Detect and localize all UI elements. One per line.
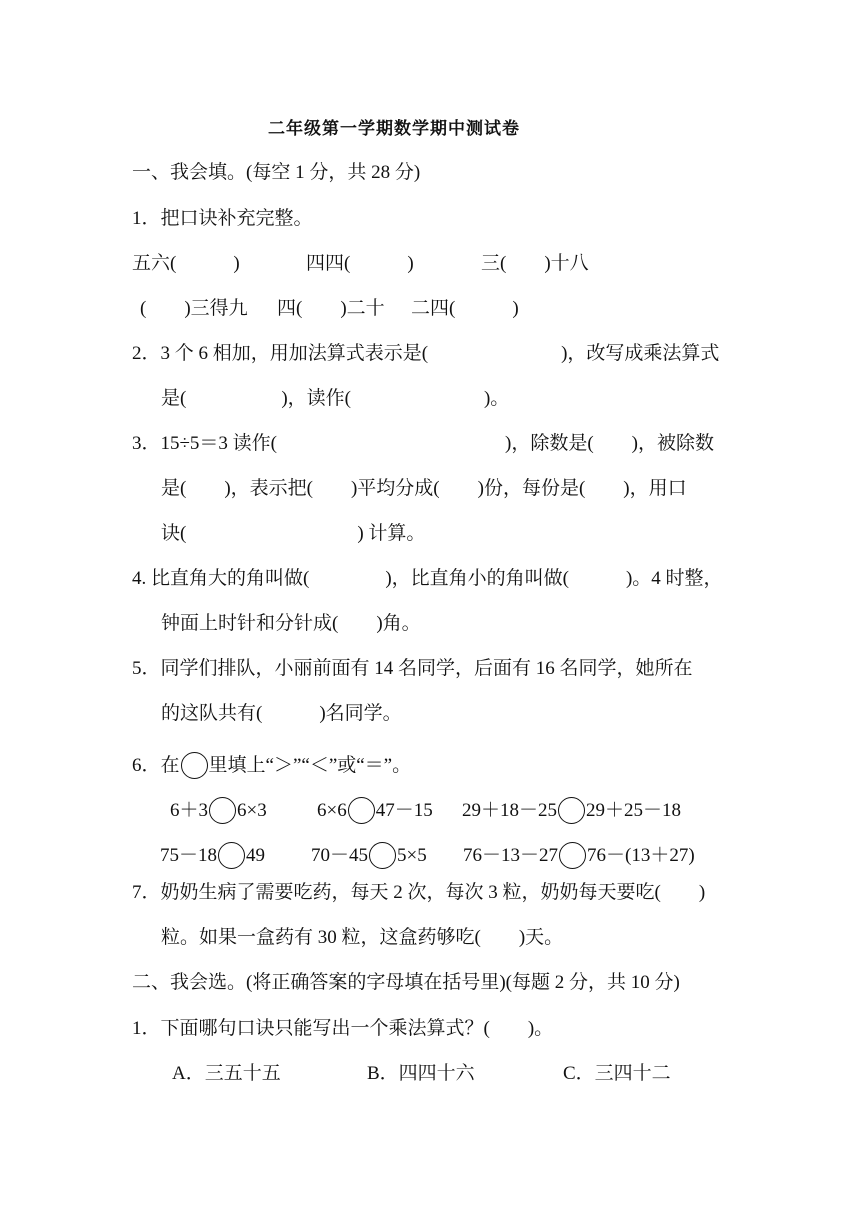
compare-left: 70－45 <box>311 845 369 866</box>
compare-circle-icon[interactable] <box>218 842 245 869</box>
compare-left: 75－18 <box>160 845 218 866</box>
q6-stem-before: 6．在 <box>132 755 180 776</box>
compare-item <box>317 797 433 824</box>
compare-circle-icon[interactable] <box>559 842 586 869</box>
compare-item <box>462 797 681 824</box>
compare-circle-icon[interactable] <box>369 842 396 869</box>
q1-stem: 1．把口诀补充完整。 <box>132 208 313 229</box>
q3-line: 是( )，表示把( )平均分成( )份，每份是( )，用口 <box>161 478 687 499</box>
compare-circle-icon <box>181 752 208 779</box>
page-title: 二年级第一学期数学期中测试卷 <box>268 119 520 138</box>
compare-circle-icon[interactable] <box>348 797 375 824</box>
compare-right: 47－15 <box>375 800 433 821</box>
q4-line: 钟面上时针和分针成( )角。 <box>161 613 421 634</box>
q7-line: 7．奶奶生病了需要吃药，每天 2 次，每次 3 粒，奶奶每天要吃( ) <box>132 882 706 903</box>
section-2-heading: 二、我会选。(将正确答案的字母填在括号里)(每题 2 分，共 10 分) <box>132 972 680 993</box>
choice-option-a[interactable]: A．三五十五 <box>172 1063 281 1084</box>
q3-line: 诀( ) 计算。 <box>161 523 426 544</box>
compare-right: 49 <box>246 845 266 866</box>
q3-line: 3．15÷5＝3 读作( )，除数是( )，被除数 <box>132 433 714 454</box>
compare-item <box>170 797 267 824</box>
q6-stem-after: 里填上“＞”“＜”或“＝”。 <box>208 755 412 776</box>
compare-right: 5×5 <box>397 845 427 866</box>
q1-item: ( )三得九 <box>140 298 248 319</box>
section-1-heading: 一、我会填。(每空 1 分，共 28 分) <box>132 162 421 183</box>
compare-left: 6×6 <box>317 800 347 821</box>
q6-stem <box>132 752 411 779</box>
compare-item <box>160 842 265 869</box>
q5-line: 的这队共有( )名同学。 <box>161 703 402 724</box>
compare-right: 29＋25－18 <box>586 800 682 821</box>
q5-line: 5．同学们排队，小丽前面有 14 名同学，后面有 16 名同学，她所在 <box>132 658 693 679</box>
q7-line: 粒。如果一盒药有 30 粒，这盒药够吃( )天。 <box>161 927 564 948</box>
compare-circle-icon[interactable] <box>209 797 236 824</box>
q1-item: 四四( ) <box>306 253 414 274</box>
compare-right: 76－(13＋27) <box>587 845 695 866</box>
compare-left: 6＋3 <box>170 800 209 821</box>
q2-line: 是( )，读作( )。 <box>161 388 510 409</box>
compare-item <box>463 842 695 869</box>
q4-line: 4. 比直角大的角叫做( )，比直角小的角叫做( )。4 时整， <box>132 568 723 589</box>
q1-item: 二四( ) <box>411 298 519 319</box>
choice-option-c[interactable]: C．三四十二 <box>563 1063 671 1084</box>
compare-right: 6×3 <box>237 800 267 821</box>
compare-left: 29＋18－25 <box>462 800 558 821</box>
compare-item <box>311 842 427 869</box>
choice-q1-stem: 1．下面哪句口诀只能写出一个乘法算式？( )。 <box>132 1018 554 1039</box>
q1-item: 四( )二十 <box>277 298 385 319</box>
q1-item: 五六( ) <box>132 253 240 274</box>
q2-line: 2．3 个 6 相加，用加法算式表示是( )，改写成乘法算式 <box>132 343 720 364</box>
choice-option-b[interactable]: B．四四十六 <box>367 1063 475 1084</box>
compare-circle-icon[interactable] <box>558 797 585 824</box>
q1-item: 三( )十八 <box>481 253 589 274</box>
compare-left: 76－13－27 <box>463 845 559 866</box>
